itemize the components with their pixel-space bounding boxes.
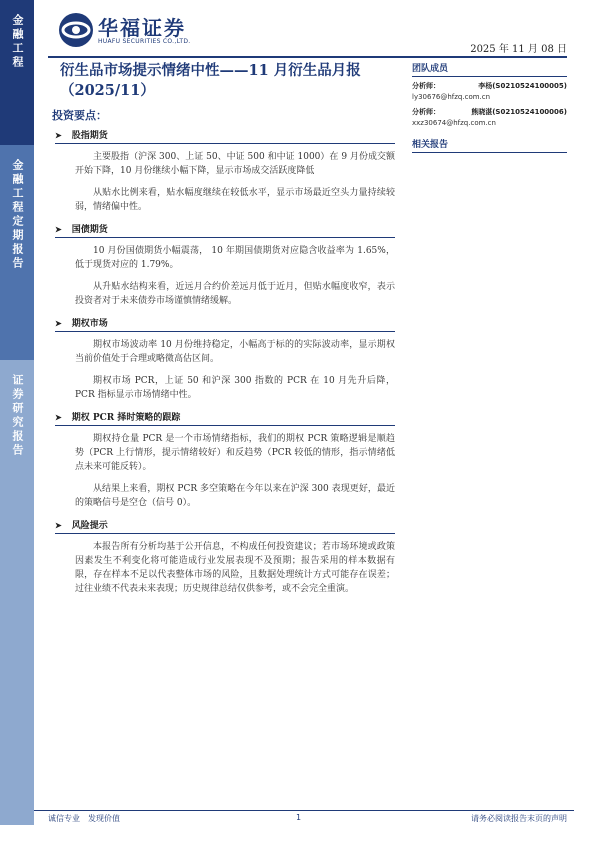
logo-name: 华福证券 (98, 16, 186, 40)
analyst-label: 分析师： (412, 82, 440, 90)
arrow-bullet-icon: ➤ (55, 129, 62, 140)
section-options-market (55, 316, 395, 402)
paragraph: 从升贴水结构来看，近远月合约价差远月低于近月，但贴水幅度收窄，表示投资者对于未来债券市场谨慎情绪缓解。 (75, 282, 395, 306)
paragraph: 期权市场波动率 10 月份维持稳定，小幅高于标的的实际波动率，显示期权当前价值处于合理或略微高估区间。 (75, 340, 395, 364)
paragraph: 期权市场 PCR，上证 50 和沪深 300 指数的 PCR 在 10 月先升后降，PCR 指标显示市场情绪中性。 (75, 376, 395, 400)
report-date: 2025 年 11 月 08 日 (470, 44, 567, 55)
arrow-bullet-icon: ➤ (55, 411, 62, 422)
analyst-2 (412, 107, 567, 129)
sidebar-research-label: 证券研究报告 (0, 360, 34, 825)
section-pcr-strategy (55, 410, 395, 510)
page-number: 1 (296, 813, 302, 822)
section-heading: ➤ 风险提示 (55, 518, 395, 534)
header-divider (48, 56, 567, 58)
logo-subtitle: HUAFU SECURITIES CO.,LTD. (98, 38, 191, 45)
sidebar (0, 0, 34, 841)
arrow-bullet-icon: ➤ (55, 317, 62, 328)
analyst-name: 熊晓湛(S0210524100006) (471, 108, 567, 116)
footer-disclaimer: 请务必阅读报告末页的声明 (471, 814, 567, 823)
related-reports-heading: 相关报告 (412, 137, 567, 153)
team-heading: 团队成员 (412, 61, 567, 77)
section-heading: ➤ 期权市场 (55, 316, 395, 332)
section-index-futures (55, 128, 395, 214)
footer-slogan: 诚信专业 发现价值 (48, 814, 120, 823)
team-panel (412, 61, 567, 153)
key-points-body (55, 128, 395, 604)
paragraph: 从贴水比例来看，贴水幅度继续在较低水平，显示市场最近空头力量持续较弱，情绪偏中性。 (75, 188, 395, 212)
arrow-bullet-icon: ➤ (55, 223, 62, 234)
analyst-label: 分析师： (412, 108, 440, 116)
paragraph: 期权持仓量 PCR 是一个市场情绪指标，我们的期权 PCR 策略逻辑是顺趋势（PCR 上行情形，提示情绪较好）和反趋势（PCR 较低的情形，指示情绪低点未来可能反转）。 (75, 434, 395, 472)
section-heading: ➤ 期权 PCR 择时策略的跟踪 (55, 410, 395, 426)
section-heading: ➤ 股指期货 (55, 128, 395, 144)
paragraph: 10 月份国债期货小幅震荡， 10 年期国债期货对应隐含收益率为 1.65%，低于现货对应的 1.79%。 (75, 246, 395, 270)
sidebar-report-type: 金融工程定期报告 (0, 145, 34, 360)
company-logo (58, 10, 218, 50)
section-heading: ➤ 国债期货 (55, 222, 395, 238)
analyst-1 (412, 81, 567, 103)
section-bond-futures (55, 222, 395, 308)
analyst-name: 李杨(S0210524100005) (478, 82, 567, 90)
key-points-title: 投资要点： (52, 109, 107, 122)
analyst-email[interactable]: xxz30674@hfzq.com.cn (412, 119, 496, 127)
paragraph: 本报告所有分析均基于公开信息，不构成任何投资建议；若市场环境或政策因素发生不利变化将可能造成行业发展表现不及预期；报告采用的样本数据有限，存在样本不足以代表整体市场的风险，且数据处理统计方式可能存在误差；过往业绩不代表未来表现；历史规律总结仅供参考，或不会完全重演。 (75, 542, 395, 594)
report-title: 衍生品市场提示情绪中性——11 月衍生品月报（2025/11） (60, 62, 361, 99)
footer-divider (34, 810, 574, 811)
analyst-email[interactable]: ly30676@hfzq.com.cn (412, 93, 491, 101)
paragraph: 从结果上来看，期权 PCR 多空策略在今年以来在沪深 300 表现更好，最近的策略信号是空仓（信号 0）。 (75, 484, 395, 508)
arrow-bullet-icon: ➤ (55, 519, 62, 530)
section-risk-warning (55, 518, 395, 596)
logo-mark-icon (58, 12, 94, 48)
paragraph: 主要股指（沪深 300、上证 50、中证 500 和中证 1000）在 9 月份成交额开始下降，10 月份继续小幅下降，显示市场成交活跃度降低 (75, 152, 395, 176)
sidebar-category: 金融工程 (0, 0, 34, 145)
